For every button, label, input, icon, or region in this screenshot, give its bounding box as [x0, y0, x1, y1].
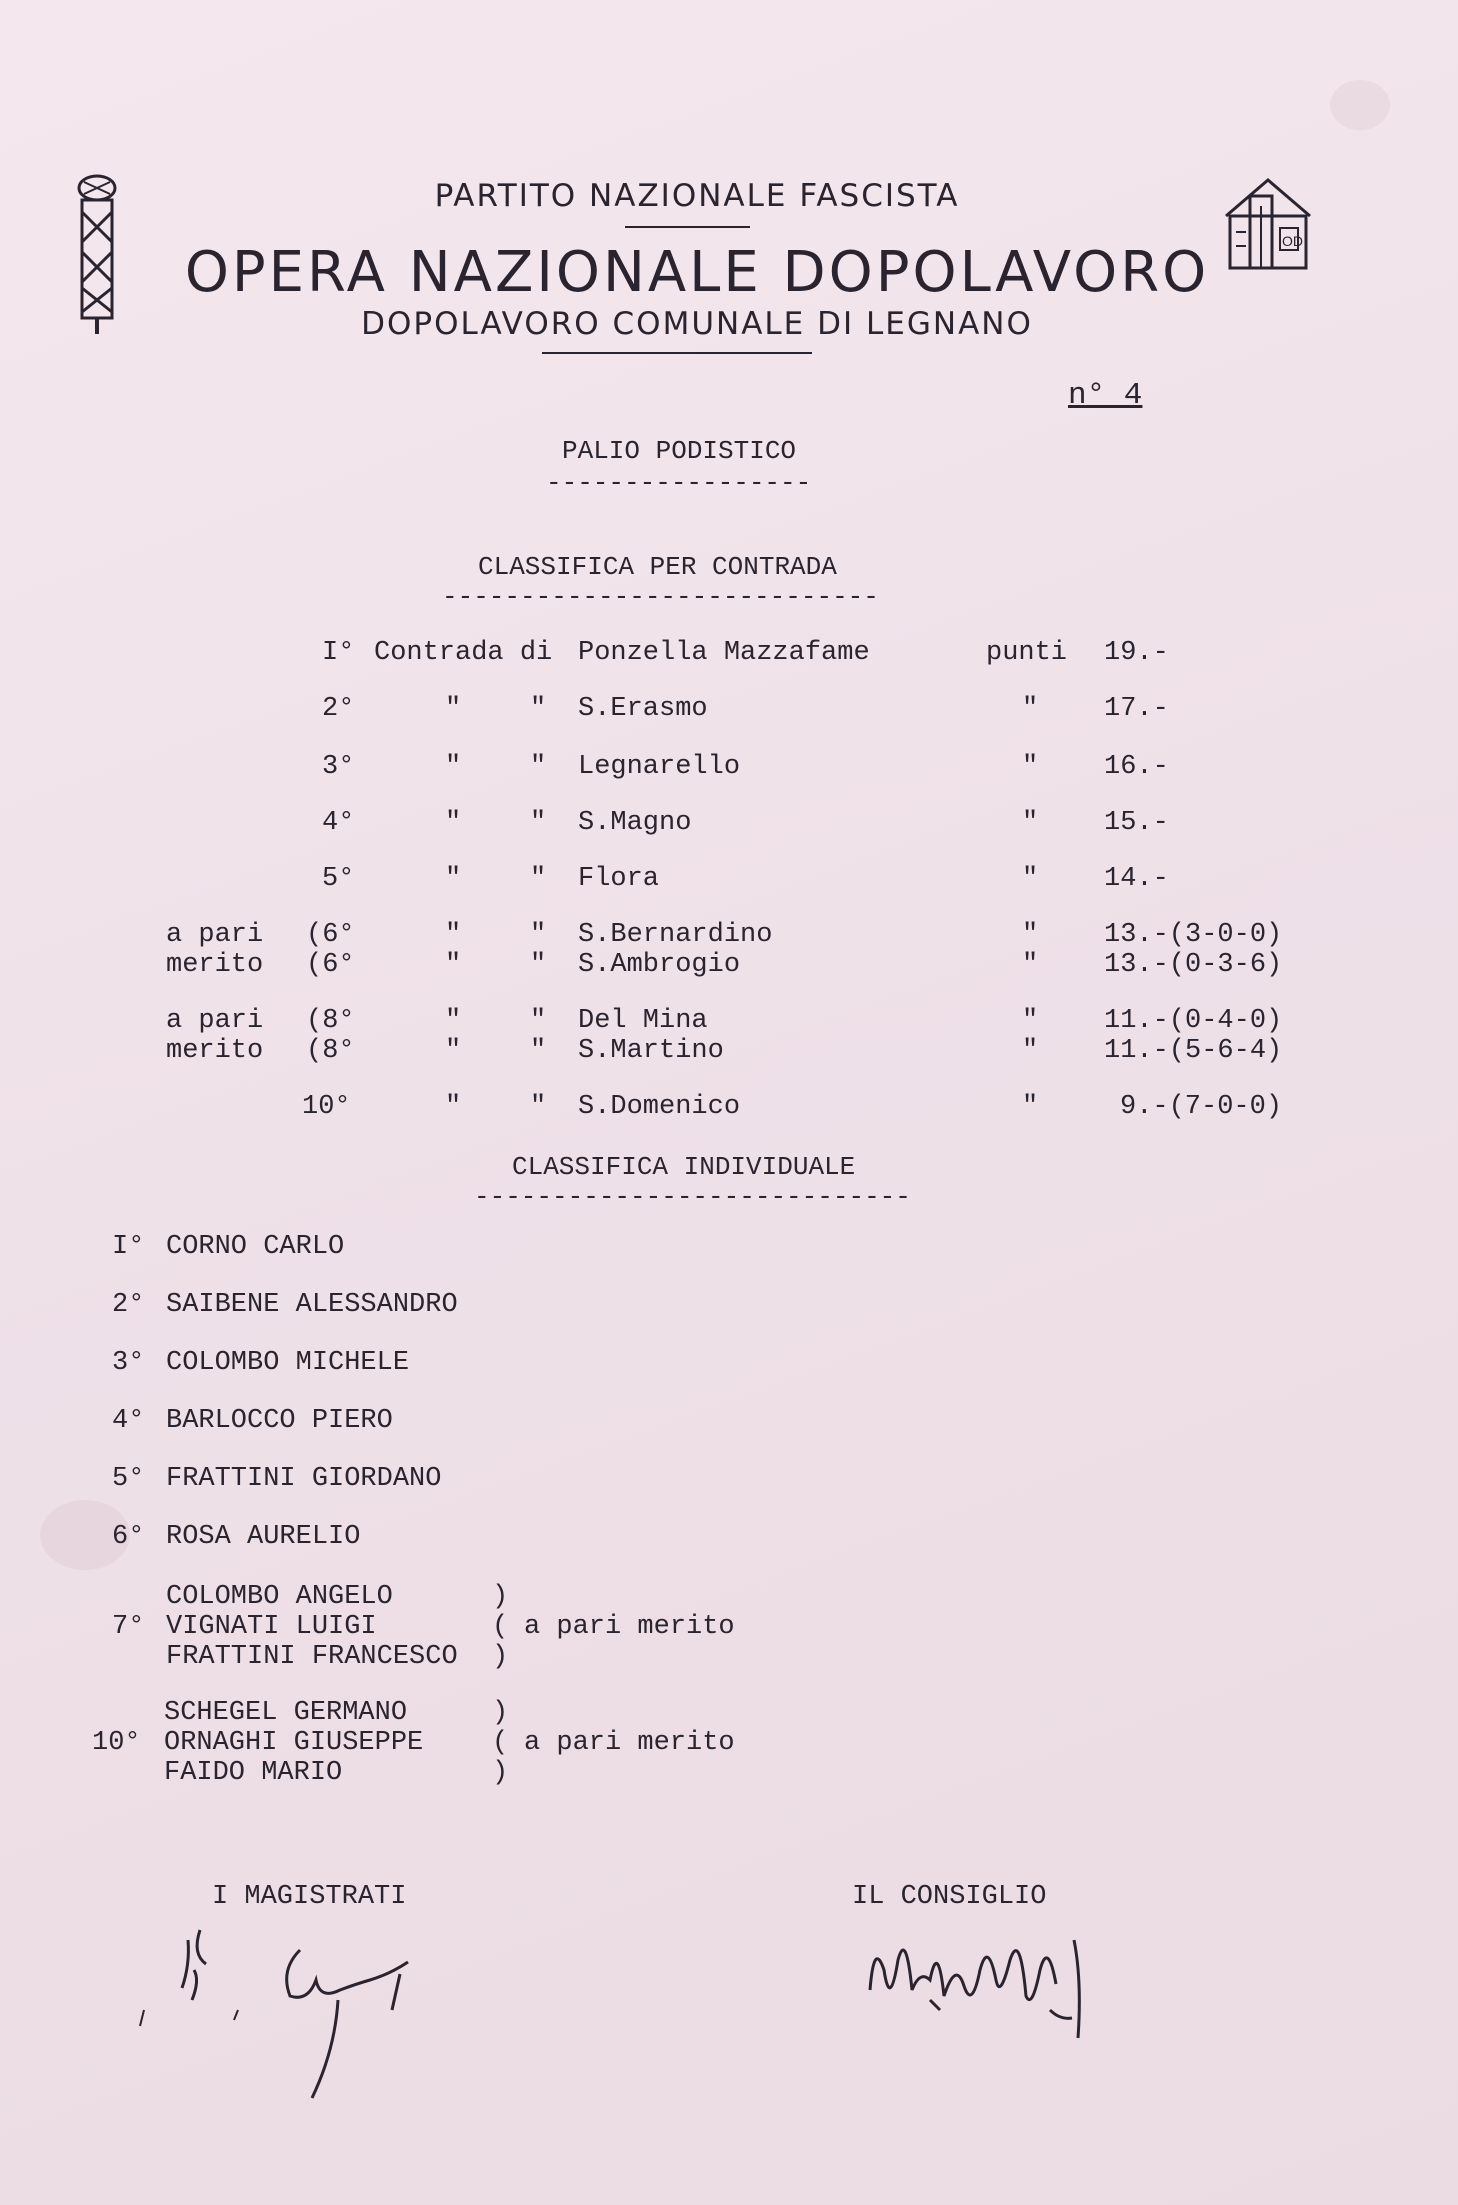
contrada-score: 13.-(0-3-6) [1104, 950, 1283, 980]
ditto-mark: " [1022, 864, 1039, 894]
individual-section-heading: CLASSIFICA INDIVIDUALE [512, 1152, 856, 1182]
ditto-mark: " [1022, 920, 1039, 950]
ditto-mark: " [1022, 950, 1039, 980]
ditto-mark: " [1022, 694, 1039, 724]
ditto-mark: " [530, 920, 547, 950]
contrada-name: S.Erasmo [578, 694, 708, 724]
ditto-mark: " [1022, 1006, 1039, 1036]
tie-note: merito [166, 950, 264, 980]
heading-underline: ---------------------------- [474, 1182, 911, 1212]
tie-note: a pari [166, 920, 264, 950]
contrada-row [0, 950, 1458, 986]
contrada-name: Del Mina [578, 1006, 708, 1036]
runner-name: CORNO CARLO [166, 1232, 345, 1262]
contrada-row [0, 694, 1458, 730]
contrada-score: 9.-(7-0-0) [1120, 1092, 1283, 1122]
runner-name: FRATTINI GIORDANO [166, 1464, 442, 1494]
contrada-name: S.Magno [578, 808, 692, 838]
bracket: ) [492, 1758, 509, 1788]
bracket: ( [492, 1612, 509, 1642]
contrada-name: S.Bernardino [578, 920, 773, 950]
ditto-mark: " [445, 950, 462, 980]
ditto-mark: " [530, 694, 547, 724]
ditto-mark: " [1022, 752, 1039, 782]
tie-note: merito [166, 1036, 264, 1066]
runner-name: SCHEGEL GERMANO [164, 1698, 408, 1728]
runner-name: COLOMBO MICHELE [166, 1348, 410, 1378]
runner-rank: 7° [112, 1612, 145, 1642]
contrada-score: 15.- [1104, 808, 1169, 838]
ditto-mark: " [1022, 808, 1039, 838]
contrada-rank: (6° [306, 920, 355, 950]
runner-rank: 2° [112, 1290, 145, 1320]
runner-row [0, 1348, 1458, 1384]
ditto-mark: " [445, 752, 462, 782]
signature-consiglio [860, 1900, 1100, 2060]
ditto-mark: " [530, 1036, 547, 1066]
dopolavoro-building-logo-icon [1222, 176, 1314, 272]
tie-note: a pari merito [524, 1728, 735, 1758]
runner-name: COLOMBO ANGELO [166, 1582, 393, 1612]
runner-row [0, 1464, 1458, 1500]
ditto-mark: " [445, 920, 462, 950]
ditto-mark: " [445, 864, 462, 894]
contrada-rank: 5° [322, 864, 355, 894]
runner-row [0, 1232, 1458, 1268]
signature-magistrati [130, 1910, 460, 2110]
contrada-score: 14.- [1104, 864, 1169, 894]
runner-row [0, 1406, 1458, 1442]
bracket: ) [492, 1642, 509, 1672]
contrada-rank: I° [322, 638, 355, 668]
ditto-mark: " [445, 1092, 462, 1122]
ditto-mark: " [1022, 1092, 1039, 1122]
contrada-name: S.Martino [578, 1036, 724, 1066]
runner-name: VIGNATI LUIGI [166, 1612, 377, 1642]
ditto-mark: " [530, 1006, 547, 1036]
runner-rank: 6° [112, 1522, 145, 1552]
signature-label-consiglio: IL CONSIGLIO [852, 1882, 1047, 1912]
ditto-mark: " [530, 752, 547, 782]
runner-name: BARLOCCO PIERO [166, 1406, 393, 1436]
runner-name: FAIDO MARIO [164, 1758, 343, 1788]
contrada-score: 17.- [1104, 694, 1169, 724]
runner-rank: I° [112, 1232, 145, 1262]
signature-label-magistrati: I MAGISTRATI [212, 1882, 407, 1912]
contrada-name: S.Ambrogio [578, 950, 741, 980]
ditto-mark: " [1022, 1036, 1039, 1066]
runner-name: SAIBENE ALESSANDRO [166, 1290, 458, 1320]
runner-name: ROSA AURELIO [166, 1522, 361, 1552]
runner-row [0, 1522, 1458, 1558]
title-underline: ----------------- [546, 468, 812, 498]
contrada-score: 16.- [1104, 752, 1169, 782]
contrada-row [0, 864, 1458, 900]
contrada-rank: (8° [306, 1006, 355, 1036]
contrada-row [0, 1036, 1458, 1072]
sheet-number: n° 4 [1068, 378, 1143, 413]
contrada-rank: 10° [302, 1092, 351, 1122]
runner-rank: 4° [112, 1406, 145, 1436]
contrada-name: Flora [578, 864, 660, 894]
contrada-score: 13.-(3-0-0) [1104, 920, 1283, 950]
contrada-label: Contrada di [374, 638, 553, 668]
contrada-score: 19.- [1104, 638, 1169, 668]
party-name: PARTITO NAZIONALE FASCISTA [434, 178, 960, 214]
document-title: PALIO PODISTICO [562, 436, 797, 466]
runner-row [0, 1290, 1458, 1326]
ditto-mark: " [530, 1092, 547, 1122]
paper-stain [1330, 80, 1390, 130]
contrada-name: S.Domenico [578, 1092, 741, 1122]
contrada-row [0, 638, 1458, 674]
ditto-mark: " [530, 808, 547, 838]
runner-rank: 5° [112, 1464, 145, 1494]
ditto-mark: " [445, 694, 462, 724]
tie-note: a pari merito [524, 1612, 735, 1642]
runner-rank: 10° [92, 1728, 141, 1758]
contrada-score: 11.-(0-4-0) [1104, 1006, 1283, 1036]
runner-name: ORNAGHI GIUSEPPE [164, 1728, 424, 1758]
contrada-rank: (6° [306, 950, 355, 980]
contrada-name: Legnarello [578, 752, 741, 782]
organization-name: OPERA NAZIONALE DOPOLAVORO [184, 240, 1210, 305]
points-label: punti [986, 638, 1068, 668]
bracket: ) [492, 1698, 509, 1728]
contrada-name: Ponzella Mazzafame [578, 638, 870, 668]
contrada-score: 11.-(5-6-4) [1104, 1036, 1283, 1066]
contrada-row [0, 1092, 1458, 1128]
contrada-row [0, 808, 1458, 844]
contrada-rank: (8° [306, 1036, 355, 1066]
contrada-rank: 4° [322, 808, 355, 838]
ditto-mark: " [445, 1036, 462, 1066]
branch-name: DOPOLAVORO COMUNALE DI LEGNANO [361, 306, 1033, 342]
contrada-rank: 2° [322, 694, 355, 724]
bracket: ( [492, 1728, 509, 1758]
ditto-mark: " [530, 950, 547, 980]
heading-underline: ---------------------------- [442, 582, 879, 612]
ditto-mark: " [445, 1006, 462, 1036]
team-section-heading: CLASSIFICA PER CONTRADA [478, 552, 837, 582]
divider [542, 352, 812, 354]
svg-text:OD: OD [1282, 233, 1303, 249]
bracket: ) [492, 1582, 509, 1612]
runner-rank: 3° [112, 1348, 145, 1378]
ditto-mark: " [530, 864, 547, 894]
tie-note: a pari [166, 1006, 264, 1036]
divider [625, 226, 750, 228]
ditto-mark: " [445, 808, 462, 838]
contrada-rank: 3° [322, 752, 355, 782]
contrada-row [0, 752, 1458, 788]
runner-name: FRATTINI FRANCESCO [166, 1642, 458, 1672]
